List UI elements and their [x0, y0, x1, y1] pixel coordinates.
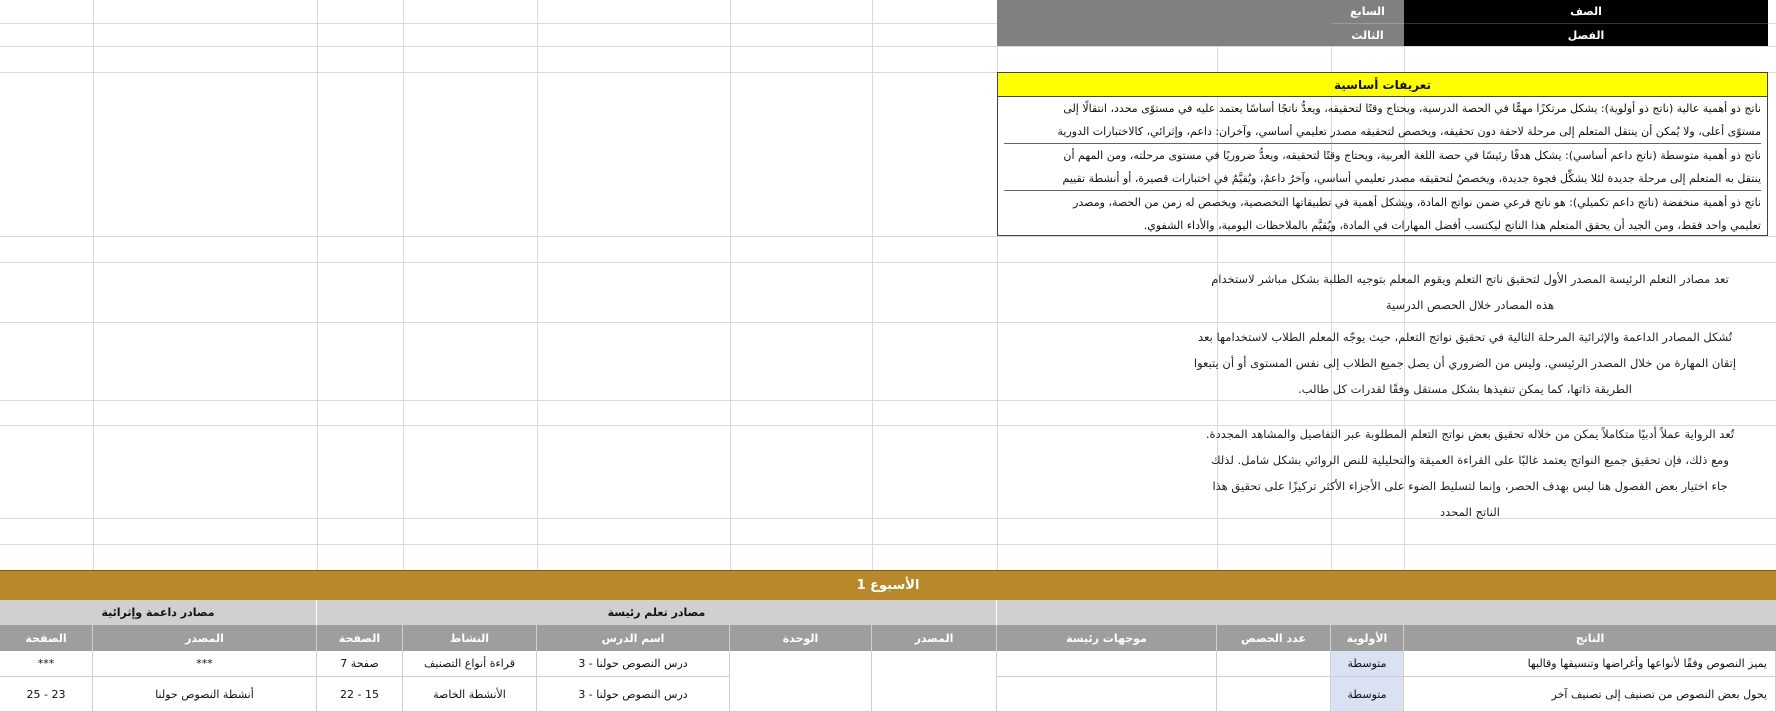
- definition-mid-line-2: ينتقل به المتعلم إلى مرحلة جديدة لئلا يشكِّل فجوة جديدة، ويخصصُ لتحقيقه مصدر تعليمي أساسي، وآخرُ داعمٌ، ويُقيَّمُ في اختبارات قصيرة، أو أنشطة تقييم: [1062, 172, 1761, 185]
- info-gray-block: [997, 0, 1331, 46]
- term-value: الثالث: [1331, 23, 1404, 46]
- row2-activity: الأنشطة الخاصة: [403, 677, 537, 712]
- paragraph-support-sources-line-3: الطريقة ذاتها، كما يمكن تنفيذها بشكل مستقل وفقًا لقدرات كل طالب.: [1298, 382, 1632, 396]
- row2-sup-page: 25 - 23: [0, 677, 93, 712]
- row2-priority: متوسطة: [1331, 677, 1404, 712]
- paragraph-novel-line-1: تُعد الرواية عملاً أدبيًا متكاملاً يمكن من خلاله تحقيق بعض نواتج التعلم المطلوبة عبر التفاصيل والمشاهد المجددة.: [1205, 427, 1735, 441]
- row1-periods: [1217, 651, 1331, 677]
- definition-high: [1004, 97, 1761, 144]
- col-unit: الوحدة: [730, 625, 872, 651]
- row1-sup-source: ***: [93, 651, 317, 677]
- definition-low-line-2: تعليمي واحد فقط، ومن الجيد أن يحقق المتعلم هذا الناتج ليكتسب أفضل المهارات في المادة، ويُقيَّم بالملاحظات اليومية، والأداء الشفوي.: [1143, 219, 1761, 232]
- col-page: الصفحة: [317, 625, 403, 651]
- definition-low: [1004, 191, 1761, 236]
- paragraph-support-sources-line-2: إتقان المهارة من خلال المصدر الرئيسي. وليس من الضروري أن يصل جميع الطلاب إلى نفس المستوى أو أن يتبعوا: [1193, 356, 1737, 370]
- col-sup-page: الصفحة: [0, 625, 93, 651]
- paragraph-main-sources: [1180, 266, 1760, 322]
- row2-lesson: درس النصوص حولنا - 3: [537, 677, 730, 712]
- definitions-title: تعريفات أساسية: [997, 72, 1768, 97]
- row1-source: [872, 651, 997, 712]
- group-main-header: مصادر تعلم رئيسة: [317, 600, 997, 625]
- row1-priority: متوسطة: [1331, 651, 1404, 677]
- class-value: السابع: [1331, 0, 1404, 23]
- col-priority: الأولوية: [1331, 625, 1404, 651]
- row2-outcome: يحول بعض النصوص من تصنيف إلى تصنيف آخر: [1404, 677, 1776, 712]
- col-activity: النشاط: [403, 625, 537, 651]
- row1-lesson: درس النصوص حولنا - 3: [537, 651, 730, 677]
- paragraph-novel-line-3: جاء اختيار بعض الفصول هنا ليس بهدف الحصر، وإنما لتسليط الضوء على الأجزاء الأكثر تركيزًا على تحقيق هذا: [1212, 479, 1728, 493]
- week-title: الأسبوع 1: [0, 570, 1776, 600]
- row1-page: صفحة 7: [317, 651, 403, 677]
- row2-page: 22 - 15: [317, 677, 403, 712]
- paragraph-main-sources-line-1: تعد مصادر التعلم الرئيسة المصدر الأول لتحقيق ناتج التعلم ويقوم المعلم بتوجيه الطلبة بشكل مباشر لاستخدام: [1211, 272, 1729, 286]
- col-guidelines: موجهات رئيسة: [997, 625, 1217, 651]
- definition-high-line-2: مستوًى أعلى، ولا يُمكن أن ينتقل المتعلم إلى مرحلة لاحقة دون تحقيقه، ويخصص لتحقيقه مصدر تعليمي أساسي، وآخران: داعم، وإثرائي، كالاختبارات الدورية: [1057, 125, 1761, 138]
- paragraph-novel-line-2: ومع ذلك، فإن تحقيق جميع النواتج يعتمد غالبًا على القراءة العميقة والتحليلية للنص الروائي بشكل شامل. لذلك: [1211, 453, 1729, 467]
- group-support-header: مصادر داعمة وإثرائية: [0, 600, 317, 625]
- col-periods: عدد الحصص: [1217, 625, 1331, 651]
- row1-sup-page: ***: [0, 651, 93, 677]
- row2-periods: [1217, 677, 1331, 712]
- row1-activity: قراءة أنواع التصنيف: [403, 651, 537, 677]
- paragraph-support-sources: [1170, 324, 1760, 402]
- paragraph-main-sources-line-2: هذه المصادر خلال الحصص الدرسية: [1385, 298, 1555, 312]
- col-outcome: الناتج: [1404, 625, 1776, 651]
- paragraph-novel-line-4: الناتج المحدد: [1440, 505, 1500, 519]
- row2-guidelines: [997, 677, 1217, 712]
- row2-sup-source: أنشطة النصوص حولنا: [93, 677, 317, 712]
- definition-mid: [1004, 144, 1761, 191]
- col-lesson: اسم الدرس: [537, 625, 730, 651]
- col-sup-source: المصدر: [93, 625, 317, 651]
- paragraph-novel: [1180, 421, 1760, 525]
- row1-guidelines: [997, 651, 1217, 677]
- definitions-box: [997, 97, 1768, 236]
- col-source: المصدر: [872, 625, 997, 651]
- class-label: الصف: [1404, 0, 1768, 23]
- definition-high-line-1: ناتج ذو أهمية عالية (ناتج ذو أولوية): يشكل مرتكزًا مهمًّا في الحصة الدرسية، ويحتاج وقتًا لتحقيقه، ويعدُّ ناتجًا أساسًا يعتمد عليه في مستوًى محدد، انتقالًا إلى: [1063, 102, 1761, 115]
- definition-mid-line-1: ناتج ذو أهمية متوسطة (ناتج داعم أساسي): يشكل هدفًا رئيسًا في حصة اللغة العربية، ويحتاج وقتًا لتحقيقه، ويعدُّ ضروريًا في مستوى مرحلته، ومن المهم أن: [1063, 149, 1761, 162]
- term-label: الفصل: [1404, 23, 1768, 46]
- row1-unit: [730, 651, 872, 712]
- group-outcome-spacer: [997, 600, 1776, 625]
- definition-low-line-1: ناتج ذو أهمية منخفضة (ناتج داعم تكميلي): هو ناتج فرعي ضمن نواتج المادة، ويشكل أهمية في تطبيقاتها التخصصية، ويخصص له زمن من الحصة، ومصدر: [1073, 196, 1761, 209]
- paragraph-support-sources-line-1: تُشكل المصادر الداعمة والإثرائية المرحلة التالية في تحقيق نواتج التعلم، حيث يوجّه المعلم الطلاب لاستخدامها بعد: [1198, 330, 1732, 344]
- row1-outcome: يميز النصوص وفقًا لأنواعها وأغراضها وتنسيقها وقالبها: [1404, 651, 1776, 677]
